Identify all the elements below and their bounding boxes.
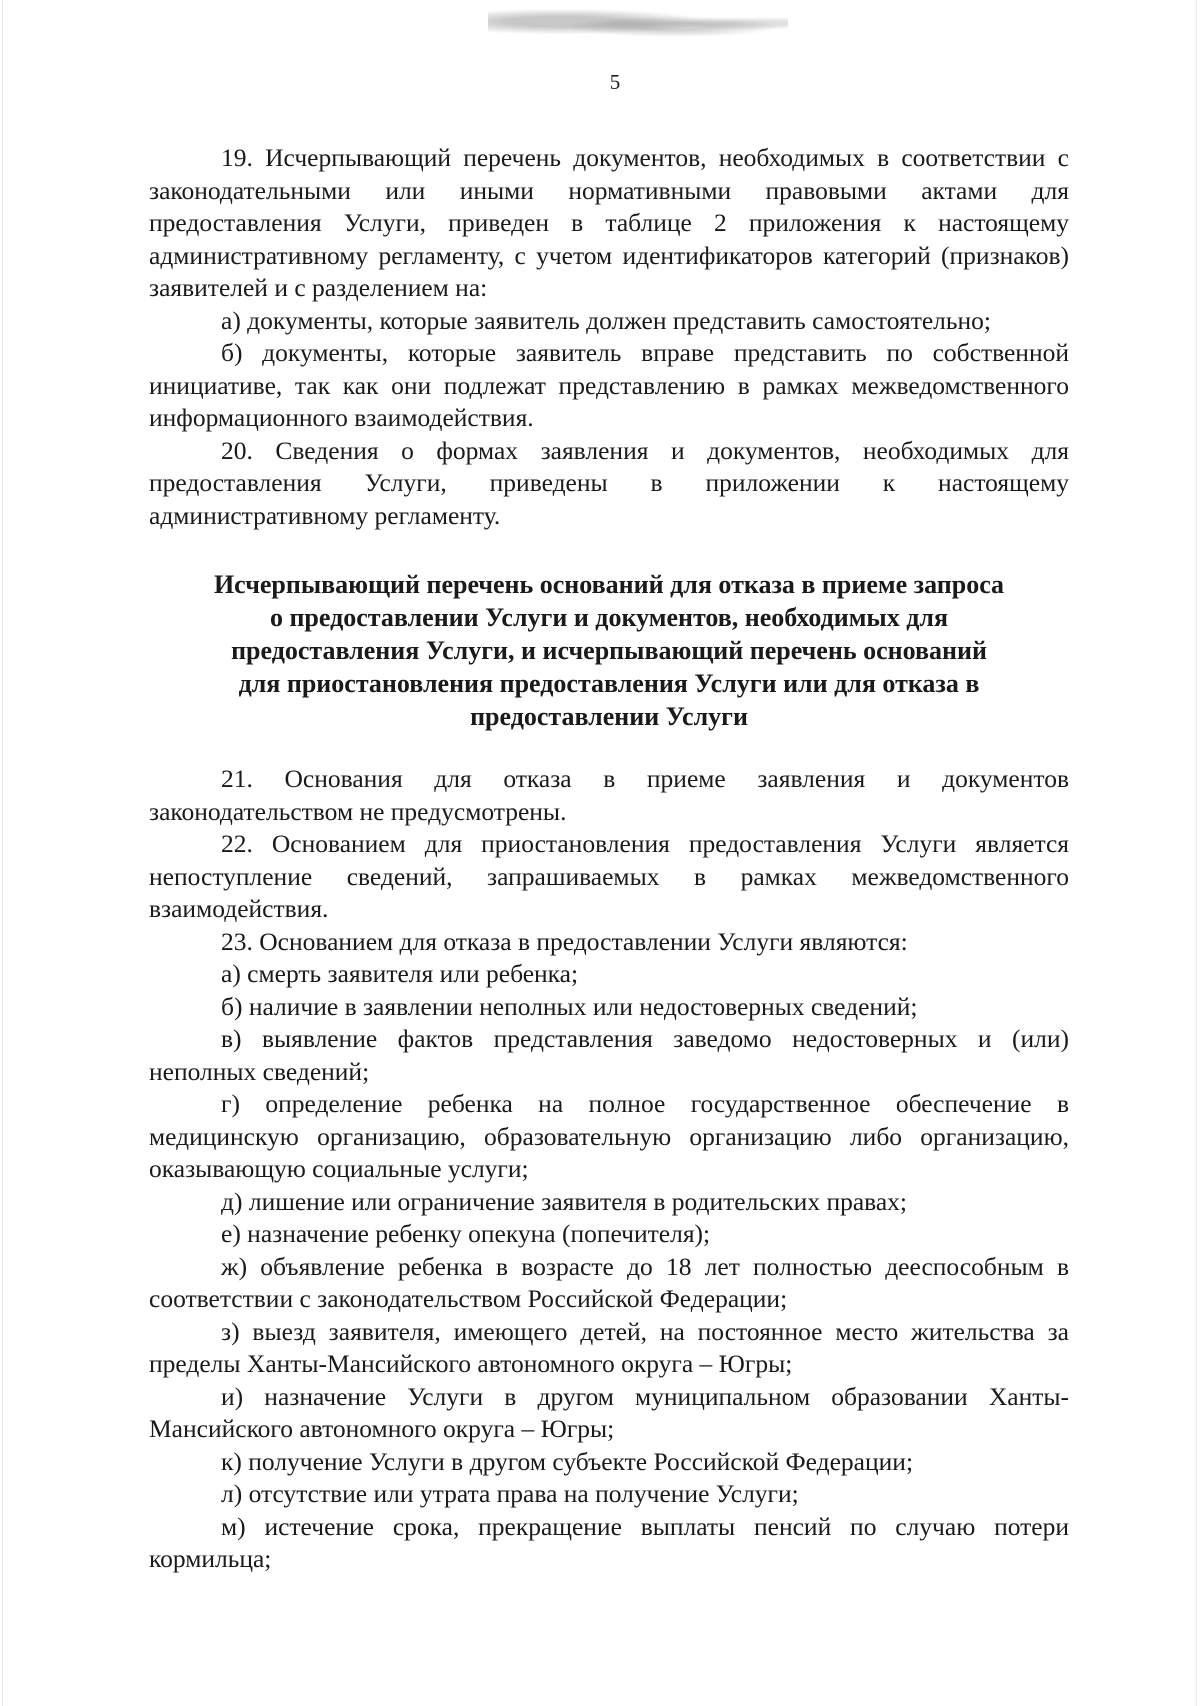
list-item: д) лишение или ограничение заявителя в родительских правах; — [221, 1186, 908, 1216]
list-item: м) истечение срока, прекращение выплаты пенсий по случаю потери кормильца; — [149, 1511, 1069, 1573]
scan-edge-right — [1196, 0, 1197, 1706]
list-item: ж) объявление ребенка в возрасте до 18 лет полностью дееспособным в соответствии с законодательством Российской Федерации; — [149, 1251, 1069, 1313]
list-item: г) определение ребенка на полное государственное обеспечение в медицинскую организацию, образовательную организацию либо организацию, оказывающую социальные услуги; — [149, 1089, 1069, 1183]
list-item: а) смерть заявителя или ребенка; — [221, 959, 579, 988]
page-number: 5 — [609, 70, 621, 94]
section-heading: Исчерпывающий перечень оснований для отказа в приеме запроса о предоставлении Услуги и документов, необходимых для предоставления Услуги, и исчерпывающий перечень оснований для приостановления предоставления Услуги или для отказа в предоставлении Услуги — [213, 570, 1005, 731]
list-item: з) выезд заявителя, имеющего детей, на постоянное место жительства за пределы Ханты-Мансийского автономного округа – Югры; — [149, 1316, 1069, 1378]
list-item: б) наличие в заявлении неполных или недостоверных сведений; — [221, 991, 918, 1021]
list-item: в) выявление фактов представления заведомо недостоверных и (или) неполных сведений; — [149, 1024, 1069, 1086]
paragraph: 23. Основанием для отказа в предоставлении Услуги являются: — [221, 926, 908, 956]
scan-edge-left — [2, 0, 3, 1706]
list-item: и) назначение Услуги в другом муниципальном образовании Ханты-Мансийского автономного округа – Югры; — [149, 1381, 1069, 1443]
scan-artifact — [488, 8, 788, 42]
document-body — [149, 142, 1069, 1576]
list-item: л) отсутствие или утрата права на получение Услуги; — [221, 1479, 799, 1508]
paragraph: 20. Сведения о формах заявления и документов, необходимых для предоставления Услуги, приведены в приложении к настоящему административному регламенту. — [149, 435, 1069, 530]
paragraph: 22. Основанием для приостановления предоставления Услуги является непоступление сведений, запрашиваемых в рамках межведомственного взаимодействия. — [149, 829, 1069, 923]
list-item: к) получение Услуги в другом субъекте Российской Федерации; — [221, 1446, 914, 1476]
list-item: б) документы, которые заявитель вправе представить по собственной инициативе, так как они подлежат представлению в рамках межведомственного информационного взаимодействия. — [149, 338, 1069, 432]
list-item: е) назначение ребенку опекуна (попечителя); — [221, 1219, 711, 1248]
paragraph: 21. Основания для отказа в приеме заявления и документов законодательством не предусмотрены. — [149, 764, 1069, 826]
list-item: а) документы, которые заявитель должен представить самостоятельно; — [221, 305, 992, 335]
paragraph: 19. Исчерпывающий перечень документов, необходимых в соответствии с законодательными или иными нормативными правовыми актами для предоставления Услуги, приведен в таблице 2 приложения к настоящему административному регламенту, с учетом идентификаторов категорий (признаков) заявителей и с разделением на: — [149, 143, 1069, 302]
